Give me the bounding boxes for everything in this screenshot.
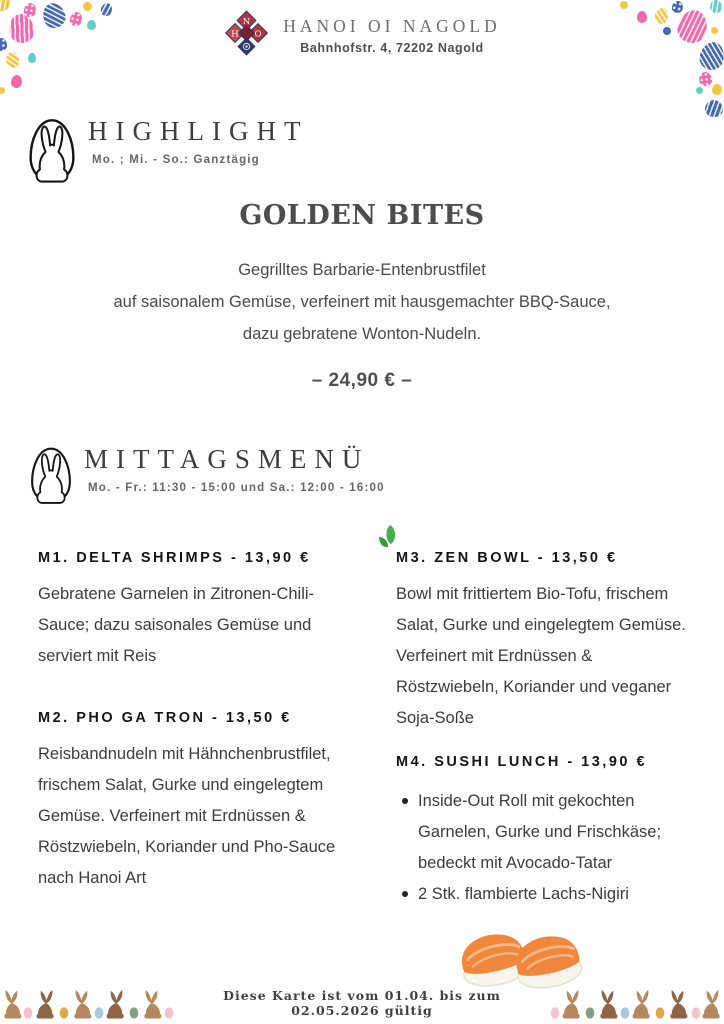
svg-text:O: O [254,29,262,40]
restaurant-header [0,8,724,62]
highlight-title: HIGHLIGHT [88,116,309,146]
bunny-egg-border-right [547,984,723,1022]
dish-description-line: Gegrilltes Barbarie-Entenbrustfilet [238,261,486,279]
bunny-egg-border-left [1,984,177,1022]
lunch-menu-title: MITTAGSMENÜ [84,444,370,474]
lunch-section-header [28,444,385,506]
menu-item-m1 [38,550,370,672]
easter-egg [10,74,23,88]
svg-text:H: H [231,29,239,40]
vegan-leaf-icon [376,524,400,555]
restaurant-address: Bahnhofstr. 4, 72202 Nagold [300,40,484,55]
menu-item-m4 [396,754,698,997]
validity-footer [0,984,724,1022]
restaurant-logo-icon [223,8,270,62]
menu-item-description: Bowl mit frittiertem Bio-Tofu, frischem Salat, Gurke und eingelegtem Gemüse. Verfeinert mit Erdnüssen & Röstzwiebeln, Koriander und veganer Soja-Soße [396,585,686,727]
menu-item-bullet: Inside-Out Roll mit gekochten Garnelen, Gurke und Frischkäse; bedeckt mit Avocado-Tatar [418,786,708,879]
menu-item-description: Reisbandnudeln mit Hähnchenbrustfilet, frischem Salat, Gurke und eingelegtem Gemüse. Verfeinert mit Erdnüssen & Röstzwiebeln, Koriander und Pho-Sauce nach Hanoi Art [38,745,336,887]
dish-price: – 24,90 € – [311,370,413,391]
bunny-in-egg-icon [28,444,74,506]
menu-column-left [38,550,370,894]
menu-item-title: M2. PHO GA TRON - 13,50 € [38,710,292,726]
easter-egg [698,71,713,87]
menu-column-right [396,550,698,997]
easter-egg [704,99,724,119]
easter-egg [712,84,722,95]
highlight-schedule: Mo. ; Mi. - So.: Ganztägig [92,154,260,166]
menu-item-title: M1. DELTA SHRIMPS - 13,90 € [38,550,311,566]
menu-item-bullet: 2 Stk. flambierte Lachs-Nigiri [418,879,708,910]
lunch-menu-schedule: Mo. - Fr.: 11:30 - 15:00 und Sa.: 12:00 - 16:00 [88,482,385,494]
restaurant-name: HANOI OI NAGOLD [283,15,501,36]
validity-text: Diese Karte ist vom 01.04. bis zum 02.05.2026 gültig [223,988,501,1018]
menu-item-m2 [38,710,370,894]
svg-text:N: N [243,17,251,27]
dish-description-line: auf saisonalem Gemüse, verfeinert mit hausgemachter BBQ-Sauce, [113,293,611,311]
menu-item-bullet-list [396,786,708,910]
dish-description [0,254,724,350]
easter-egg [0,87,5,94]
dish-description-line: dazu gebratene Wonton-Nudeln. [242,325,482,343]
dish-name: GOLDEN BITES [239,200,485,231]
easter-egg [696,87,703,94]
highlight-section-header [26,116,308,184]
bunny-in-egg-icon [26,116,78,184]
menu-item-description: Gebratene Garnelen in Zitronen-Chili-Sauce; dazu saisonales Gemüse und serviert mit Reis [38,585,315,665]
menu-item-m3 [396,550,698,734]
menu-item-title: M3. ZEN BOWL - 13,50 € [396,550,618,566]
menu-item-title: M4. SUSHI LUNCH - 13,90 € [396,754,648,770]
